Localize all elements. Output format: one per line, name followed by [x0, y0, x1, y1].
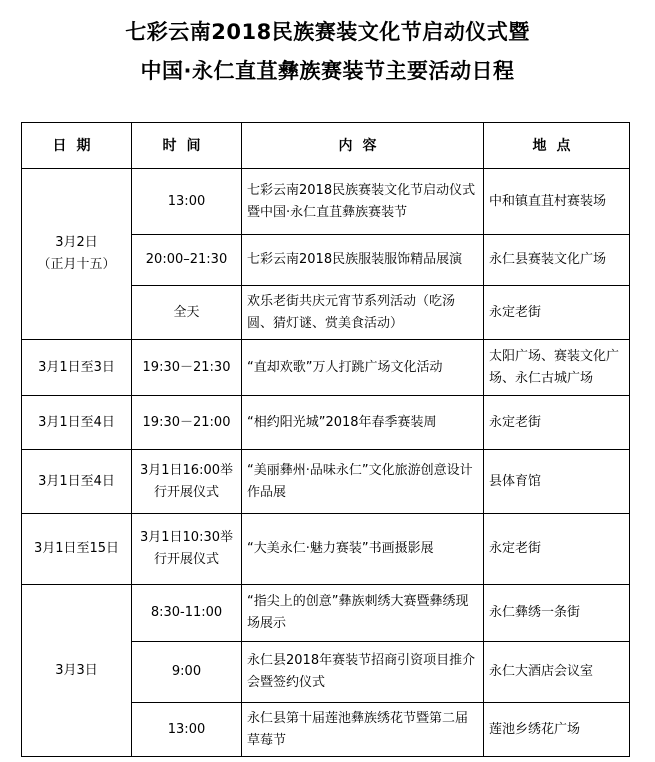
- place-cell: 永仁彝绣一条街: [484, 585, 630, 642]
- time-cell: 13:00: [132, 169, 242, 235]
- time-cell: 9:00: [132, 642, 242, 703]
- header-date: 日期: [22, 123, 132, 169]
- content-cell: “指尖上的创意”彝族刺绣大赛暨彝绣现场展示: [242, 585, 484, 642]
- place-cell: 中和镇直苴村赛装场: [484, 169, 630, 235]
- time-cell: 3月1日16:00举行开展仪式: [132, 450, 242, 514]
- table-row: [22, 396, 630, 450]
- header-place: 地点: [484, 123, 630, 169]
- header-content: 内容: [242, 123, 484, 169]
- content-cell: 七彩云南2018民族服装服饰精品展演: [242, 235, 484, 286]
- place-cell: 永定老街: [484, 514, 630, 585]
- table-row: [22, 340, 630, 396]
- table-row: [22, 514, 630, 585]
- place-cell: 永仁县赛装文化广场: [484, 235, 630, 286]
- place-cell: 太阳广场、赛装文化广场、永仁古城广场: [484, 340, 630, 396]
- place-cell: 永定老街: [484, 286, 630, 340]
- document-title-line-2: 中国·永仁直苴彝族赛装节主要活动日程: [140, 59, 515, 83]
- table-header-row: [22, 123, 630, 169]
- schedule-table: [21, 122, 630, 757]
- content-cell: 欢乐老街共庆元宵节系列活动（吃汤圆、猜灯谜、赏美食活动）: [242, 286, 484, 340]
- content-cell: “美丽彝州·品味永仁”文化旅游创意设计作品展: [242, 450, 484, 514]
- content-cell: 七彩云南2018民族赛装文化节启动仪式暨中国·永仁直苴彝族赛装节: [242, 169, 484, 235]
- time-cell: 19:30－21:00: [132, 396, 242, 450]
- date-cell: 3月1日至15日: [22, 514, 132, 585]
- date-cell: 3月3日: [22, 585, 132, 757]
- time-cell: 19:30－21:30: [132, 340, 242, 396]
- date-cell: 3月1日至4日: [22, 396, 132, 450]
- time-cell: 20:00–21:30: [132, 235, 242, 286]
- place-cell: 永仁大酒店会议室: [484, 642, 630, 703]
- document-title-line-1: 七彩云南2018民族赛装文化节启动仪式暨: [125, 20, 530, 44]
- place-cell: 县体育馆: [484, 450, 630, 514]
- place-cell: 莲池乡绣花广场: [484, 703, 630, 757]
- date-cell: 3月2日 （正月十五）: [22, 169, 132, 340]
- content-cell: 永仁县2018年赛装节招商引资项目推介会暨签约仪式: [242, 642, 484, 703]
- content-cell: “直却欢歌”万人打跳广场文化活动: [242, 340, 484, 396]
- table-row: [22, 169, 630, 235]
- content-cell: “大美永仁·魅力赛装”书画摄影展: [242, 514, 484, 585]
- place-cell: 永定老街: [484, 396, 630, 450]
- content-cell: 永仁县第十届莲池彝族绣花节暨第二届草莓节: [242, 703, 484, 757]
- date-cell: 3月1日至3日: [22, 340, 132, 396]
- date-cell: 3月1日至4日: [22, 450, 132, 514]
- content-cell: “相约阳光城”2018年春季赛装周: [242, 396, 484, 450]
- time-cell: 8:30-11:00: [132, 585, 242, 642]
- header-time: 时间: [132, 123, 242, 169]
- time-cell: 3月1日10:30举行开展仪式: [132, 514, 242, 585]
- table-row: [22, 450, 630, 514]
- time-cell: 全天: [132, 286, 242, 340]
- table-row: [22, 585, 630, 642]
- time-cell: 13:00: [132, 703, 242, 757]
